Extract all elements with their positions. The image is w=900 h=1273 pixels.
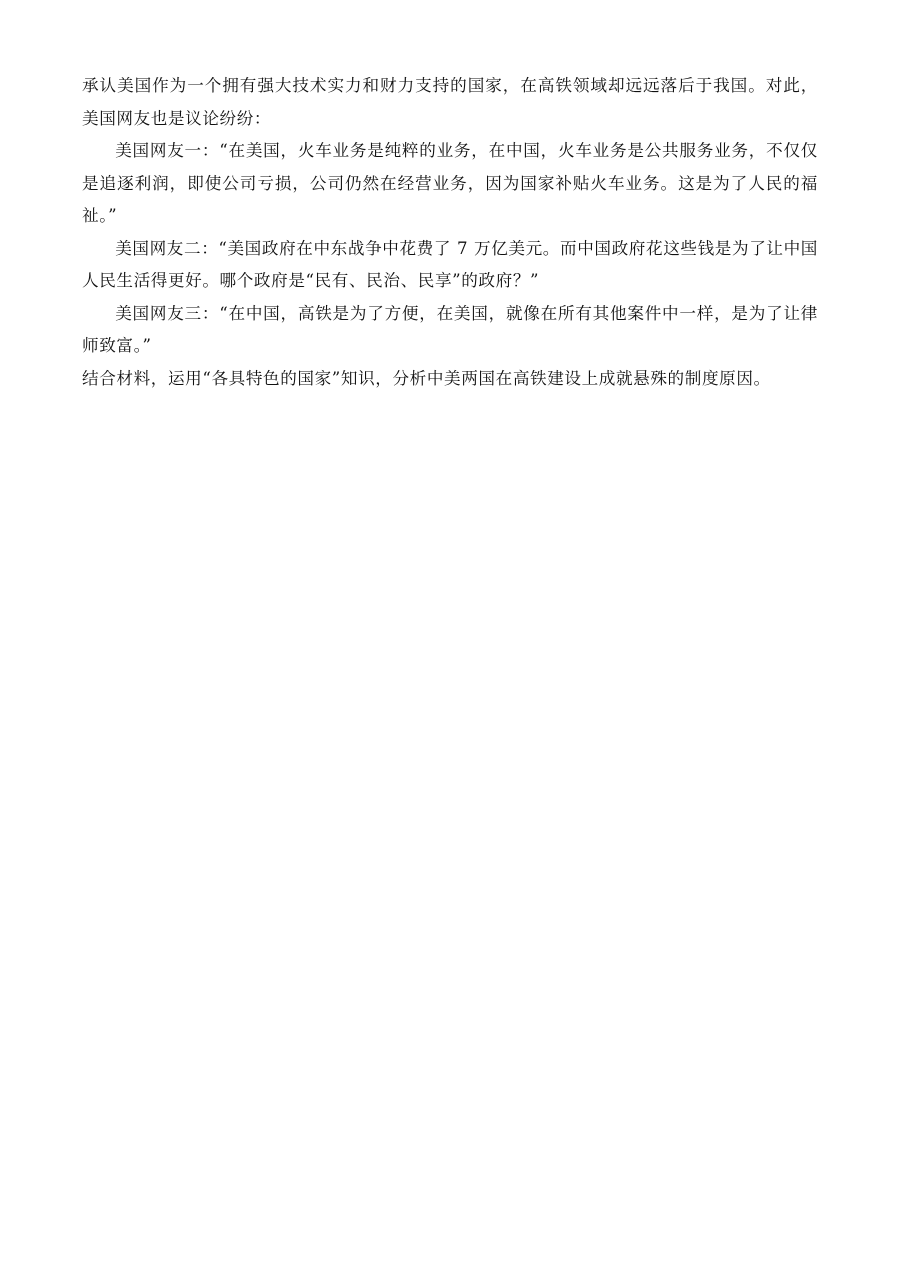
paragraph-netizen-one: 美国网友一：“在美国，火车业务是纯粹的业务，在中国，火车业务是公共服务业务，不仅仅是追逐利润，即使公司亏损，公司仍然在经营业务，因为国家补贴火车业务。这是为了人民的福祉。” <box>82 141 818 225</box>
question-prompt: 结合材料，运用“各具特色的国家”知识，分析中美两国在高铁建设上成就悬殊的制度原因。 <box>82 368 771 388</box>
paragraph-intro: 承认美国作为一个拥有强大技术实力和财力支持的国家，在高铁领域却远远落后于我国。对此，美国网友也是议论纷纷： <box>82 76 818 128</box>
paragraph-netizen-three: 美国网友三：“在中国，高铁是为了方便，在美国，就像在所有其他案件中一样，是为了让律师致富。” <box>82 303 818 355</box>
paragraph-netizen-two: 美国网友二：“美国政府在中东战争中花费了 7 万亿美元。而中国政府花这些钱是为了让中国人民生活得更好。哪个政府是“民有、民治、民享”的政府？” <box>82 238 818 290</box>
document-page <box>82 70 818 395</box>
